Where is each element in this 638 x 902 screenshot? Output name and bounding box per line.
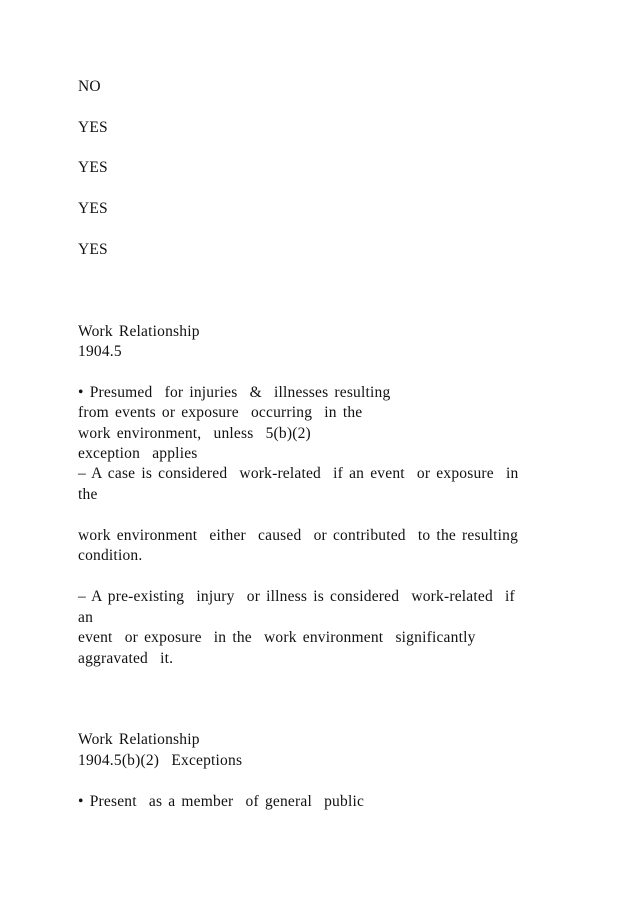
section2-title: Work Relationship: [78, 731, 200, 748]
answer-4: YES: [78, 200, 108, 217]
answer-5: YES: [78, 241, 108, 258]
section1-title: Work Relationship: [78, 323, 200, 340]
section2-code: 1904.5(b)(2) Exceptions: [78, 752, 243, 769]
section1-line: from events or exposure occurring in the: [78, 404, 363, 421]
section1-line: aggravated it.: [78, 650, 174, 667]
section1-line: – A case is considered work-related if an event or exposure in: [78, 465, 519, 482]
section1-line: event or exposure in the work environment significantly: [78, 629, 476, 646]
section1-line: work environment, unless 5(b)(2): [78, 425, 311, 442]
answer-3: YES: [78, 159, 108, 176]
section1-line: • Presumed for injuries & illnesses resulting: [78, 384, 391, 401]
section1-line: condition.: [78, 547, 143, 564]
section1-line: the: [78, 486, 98, 503]
section1-code: 1904.5: [78, 343, 122, 360]
section1-line: – A pre-existing injury or illness is considered work-related if: [78, 588, 515, 605]
section1-line: exception applies: [78, 445, 198, 462]
answer-1: NO: [78, 78, 101, 95]
section1-line: work environment either caused or contributed to the resulting: [78, 527, 519, 544]
section1-line: an: [78, 609, 94, 626]
answer-2: YES: [78, 119, 108, 136]
section2-line: • Present as a member of general public: [78, 793, 365, 810]
